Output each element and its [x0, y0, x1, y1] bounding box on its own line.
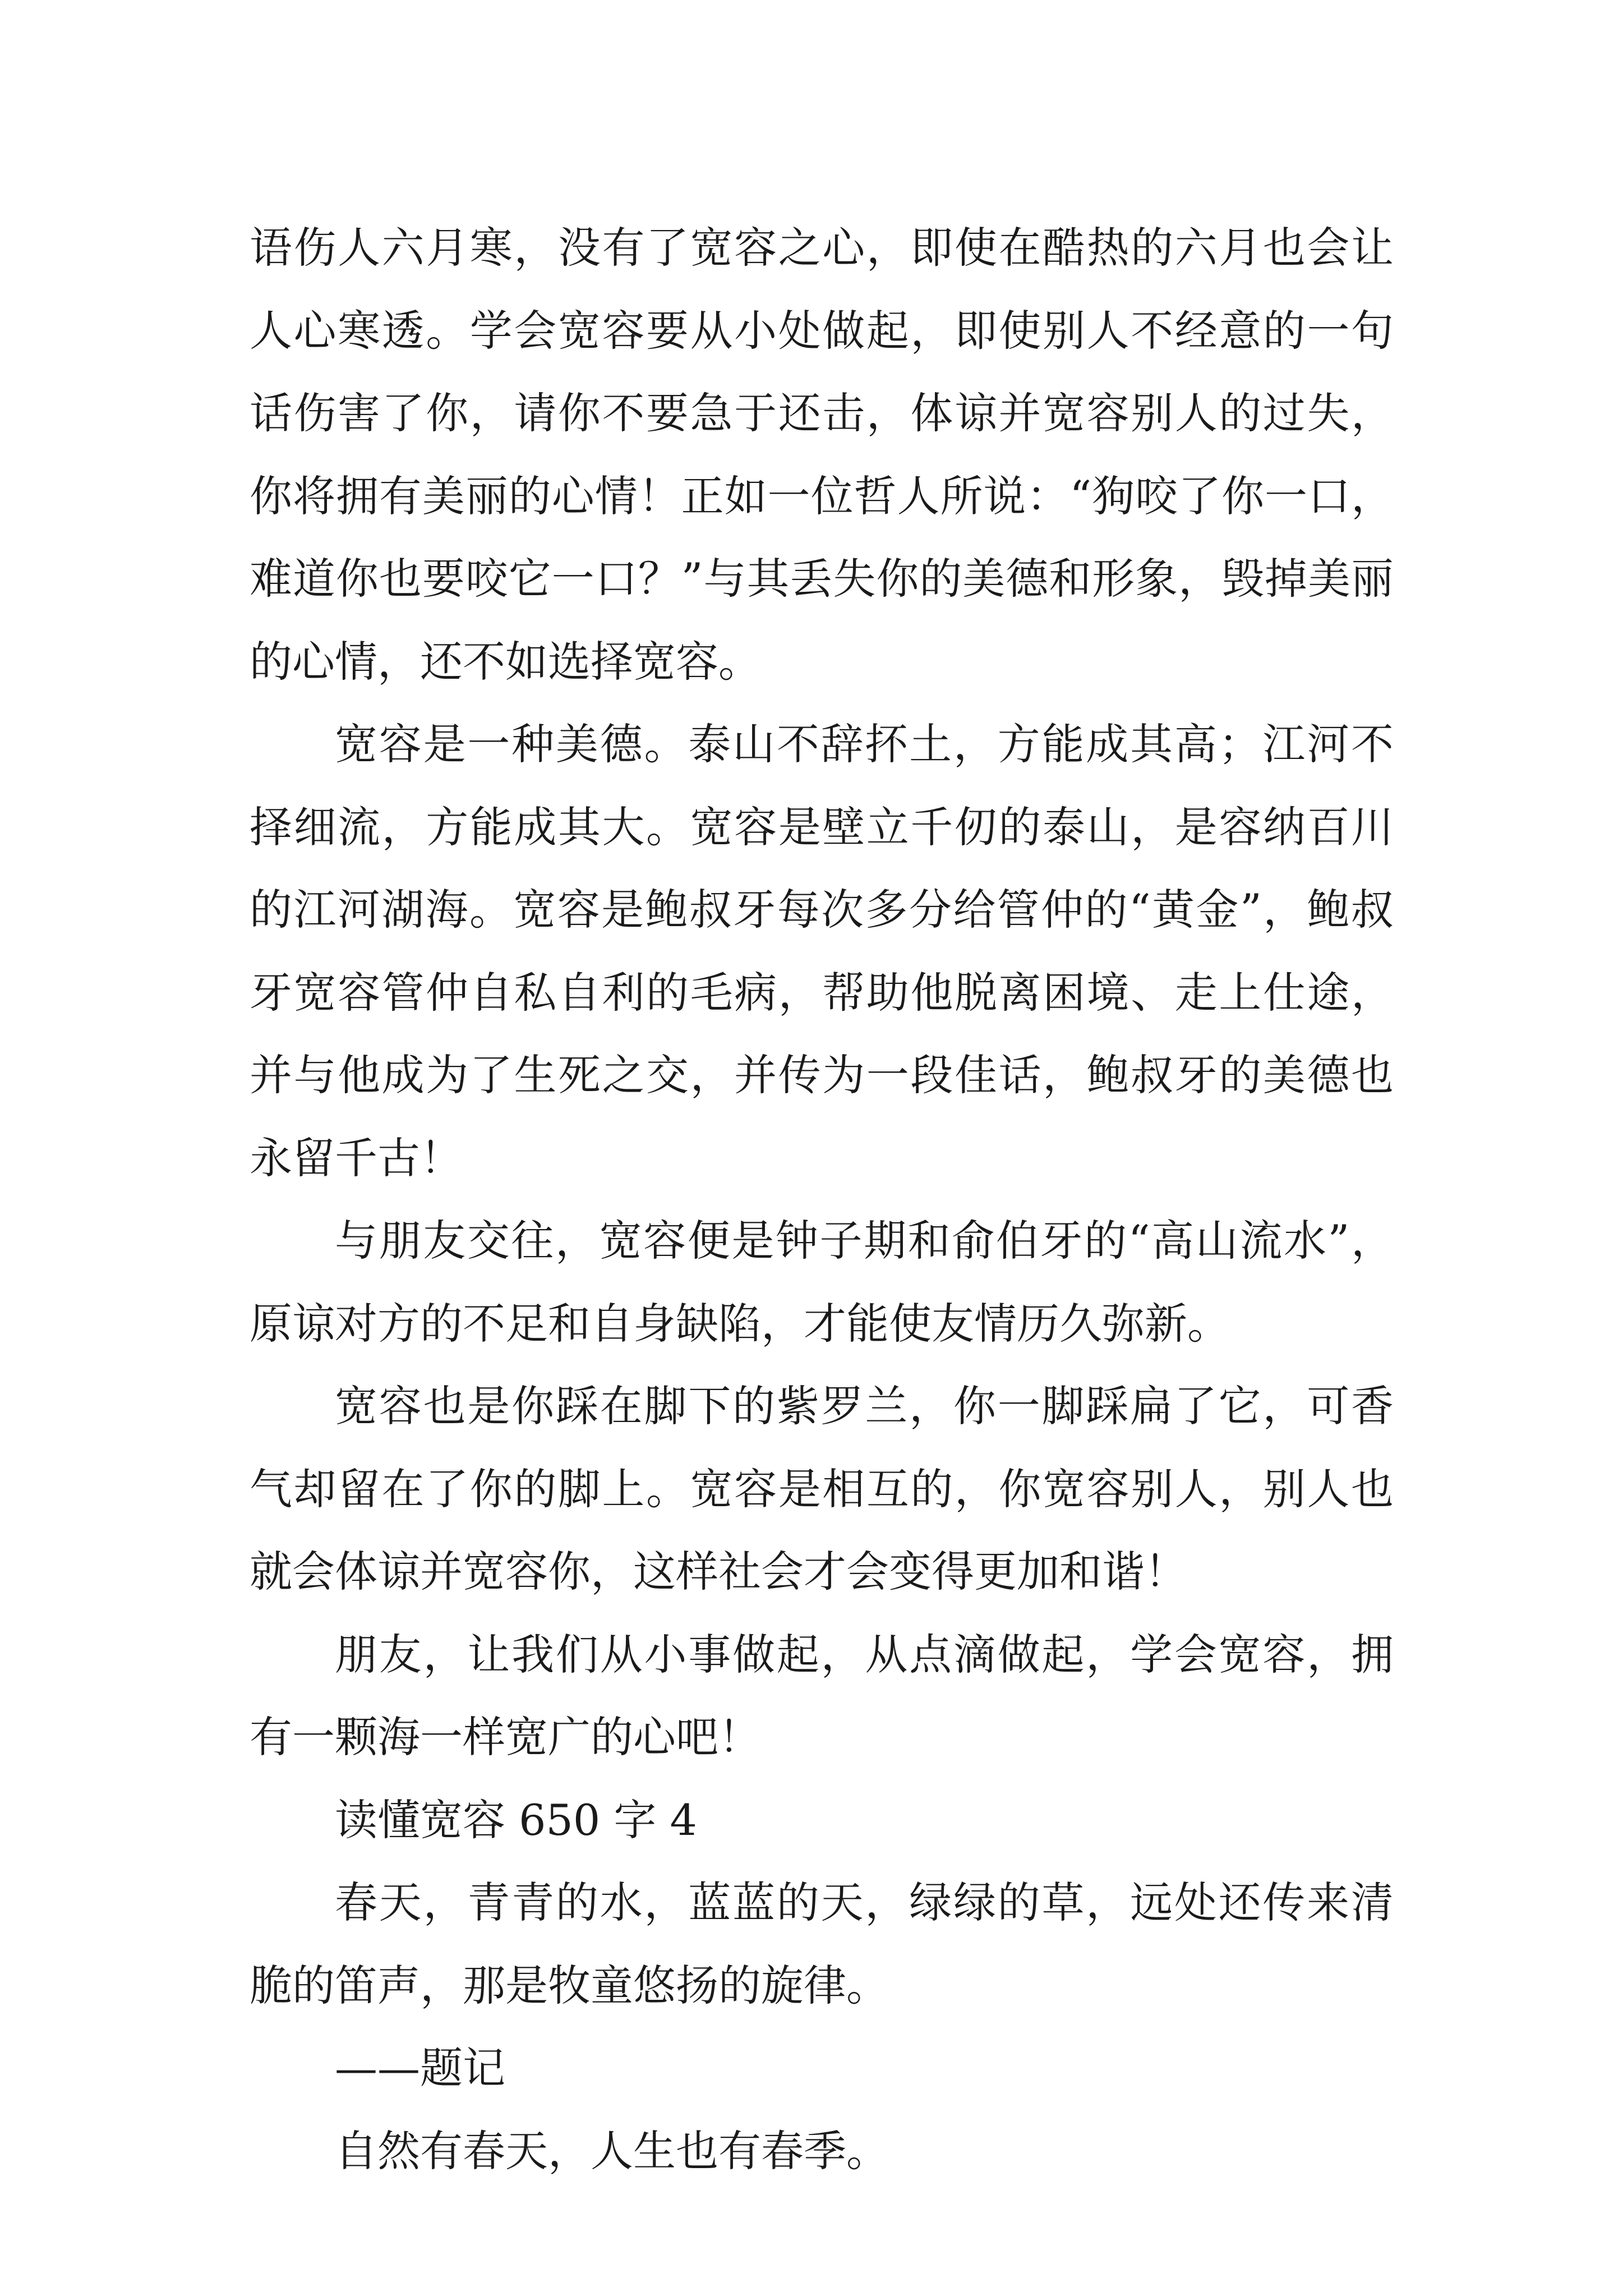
paragraph-3: 与朋友交往，宽容便是钟子期和俞伯牙的“高山流水”，原谅对方的不足和自身缺陷，才能使友情历久弥新。 [250, 1216, 1394, 1349]
article-body [250, 206, 1394, 2192]
section-heading: 读懂宽容 650 字 4 [335, 1795, 697, 1845]
paragraph-5: 朋友，让我们从小事做起，从点滴做起，学会宽容，拥有一颗海一样宽广的心吧！ [250, 1629, 1394, 1762]
paragraph-2: 宽容是一种美德。泰山不辞抔土，方能成其高；江河不择细流，方能成其大。宽容是壁立千仞的泰山，是容纳百川的江河湖海。宽容是鲍叔牙每次多分给管仲的“黄金”，鲍叔牙宽容管仲自私自利的毛病，帮助他脱离困境、走上仕途，并与他成为了生死之交，并传为一段佳话，鲍叔牙的美德也永留千古！ [250, 719, 1394, 1183]
paragraph-7: 春天，青青的水，蓝蓝的天，绿绿的草，远处还传来清脆的笛声，那是牧童悠扬的旋律。 [250, 1878, 1394, 2010]
paragraph-4: 宽容也是你踩在脚下的紫罗兰，你一脚踩扁了它，可香气却留在了你的脚上。宽容是相互的，你宽容别人，别人也就会体谅并宽容你，这样社会才会变得更加和谐！ [250, 1381, 1394, 1596]
paragraph-1: 语伤人六月寒，没有了宽容之心，即使在酷热的六月也会让人心寒透。学会宽容要从小处做起，即使别人不经意的一句话伤害了你，请你不要急于还击，体谅并宽容别人的过失，你将拥有美丽的心情！正如一位哲人所说：“狗咬了你一口，难道你也要咬它一口？”与其丢失你的美德和形象，毁掉美丽的心情，还不如选择宽容。 [250, 223, 1394, 687]
epigraph-attribution: ——题记 [335, 2043, 505, 2093]
paragraph-9: 自然有春天，人生也有春季。 [335, 2125, 889, 2176]
